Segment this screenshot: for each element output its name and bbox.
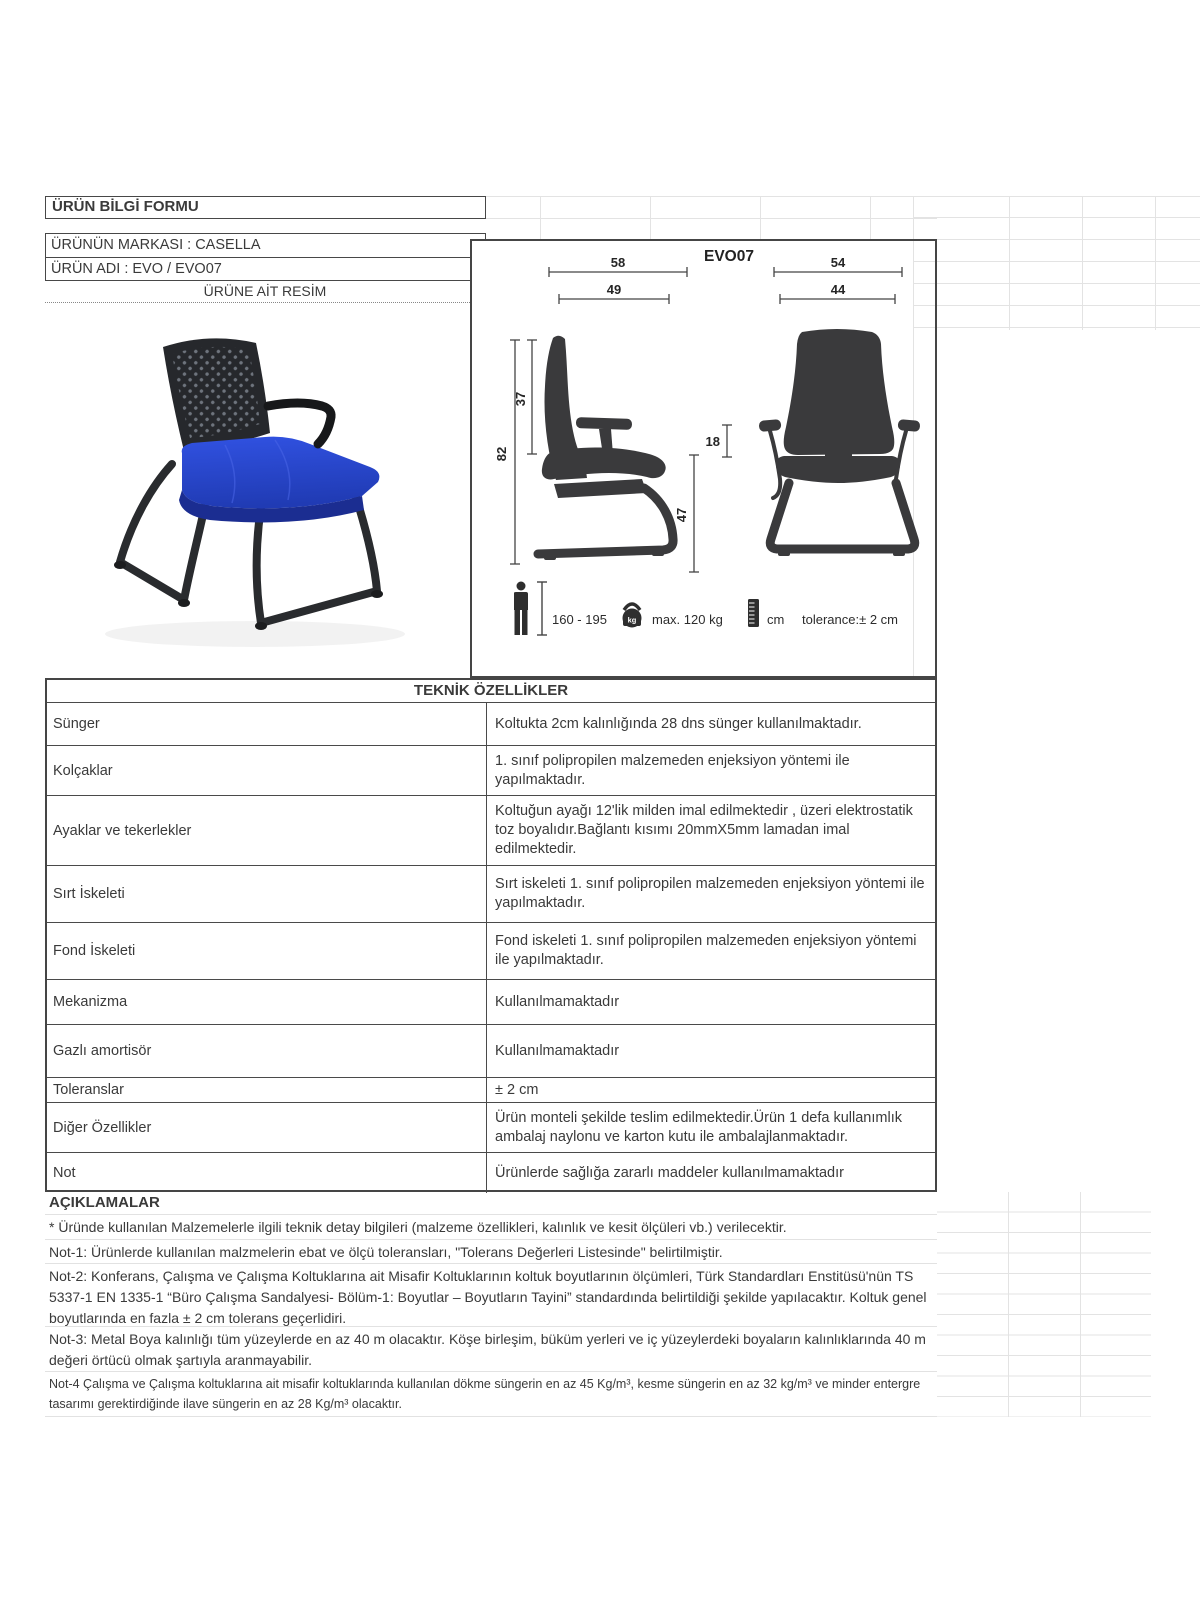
spec-label: Ayaklar ve tekerlekler bbox=[47, 796, 487, 865]
photo-shadow bbox=[105, 621, 405, 647]
grid-right-top bbox=[937, 196, 1200, 330]
ruler-icon bbox=[748, 599, 759, 627]
tolerance-label: tolerance:± 2 cm bbox=[802, 612, 899, 627]
note-item: Not-2: Konferans, Çalışma ve Çalışma Koltuklarına ait Misafir Koltuklarının koltuk boyutlarının ölçümleri, Türk Standardları Enstitüsü'nün TS 5337-1 EN 1335-1 “Büro Çalışma Sandalyesi- Bölüm-1: Boyutlar – Boyutların Tayini” standardında belirtildiği şekilde yapılacaktır. Koltuk genel boyutlarında en fazla ± 2 cm tolerans geçerlidiri. bbox=[45, 1264, 937, 1327]
dim-seat-height: 47 bbox=[674, 507, 689, 523]
table-row bbox=[47, 980, 935, 1025]
brand-row: ÜRÜNÜN MARKASI : CASELLA bbox=[46, 234, 485, 258]
gridline bbox=[760, 196, 761, 239]
specs-table bbox=[45, 678, 937, 1192]
spec-label: Kolçaklar bbox=[47, 746, 487, 795]
note-item: * Üründe kullanılan Malzemelerle ilgili teknik detay bilgileri (malzeme özellikleri, kalınlık ve kesit ölçüleri vb.) verilecektir. bbox=[45, 1215, 937, 1240]
table-row bbox=[47, 923, 935, 980]
spec-label: Toleranslar bbox=[47, 1078, 487, 1102]
backrest bbox=[163, 338, 270, 451]
table-row bbox=[47, 1103, 935, 1153]
table-row bbox=[47, 1025, 935, 1078]
notes-header: AÇIKLAMALAR bbox=[45, 1192, 937, 1215]
spec-label: Sırt İskeleti bbox=[47, 866, 487, 922]
spec-label: Fond İskeleti bbox=[47, 923, 487, 979]
dim-front-overall-width: 54 bbox=[830, 255, 846, 270]
notes-section bbox=[45, 1192, 937, 1417]
model-label: EVO07 bbox=[704, 248, 754, 265]
spec-value: Koltuğun ayağı 12'lik milden imal edilmektedir , üzeri elektrostatik toz boyalıdır.Bağlantı kısımı 20mmX5mm lamadan imal edilmektedir. bbox=[495, 803, 913, 857]
dim-overall-height: 82 bbox=[494, 446, 509, 462]
spec-value: Fond iskeleti 1. sınıf polipropilen malzemeden enjeksiyon yöntemi ile yapılmaktadır. bbox=[495, 933, 917, 968]
note-item: Not-1: Ürünlerde kullanılan malzmelerin ebat ve ölçü toleransları, "Tolerans Değerleri Listesinde" belirtilmiştir. bbox=[45, 1240, 937, 1264]
note-item: Not-4 Çalışma ve Çalışma koltuklarına ait misafir koltuklarında kullanılan dökme süngerin en az 45 Kg/m³, kesme süngerin en az 32 kg/m³ ve minder entergre tasarımı gerektirdiğinde ilave süngerin en az 28 Kg/m³ olacaktır. bbox=[45, 1372, 937, 1417]
unit-label: cm bbox=[767, 612, 785, 627]
grid-right-bottom bbox=[937, 1192, 1151, 1417]
product-id-box bbox=[45, 233, 486, 281]
kettlebell-kg-label: kg bbox=[627, 615, 637, 625]
dim-back-height: 37 bbox=[513, 391, 528, 407]
max-weight-label: max. 120 kg bbox=[652, 612, 723, 627]
spec-value: Kullanılmamaktadır bbox=[495, 1042, 620, 1059]
spec-value: 1. sınıf polipropilen malzemeden enjeksiyon yöntemi ile yapılmaktadır. bbox=[495, 752, 850, 788]
dim-arm-to-seat: 18 bbox=[705, 434, 720, 449]
form-title: ÜRÜN BİLGİ FORMU bbox=[45, 196, 486, 219]
user-height-label: 160 - 195 bbox=[552, 612, 607, 627]
table-row bbox=[47, 1078, 935, 1103]
dim-front-seat-width: 44 bbox=[830, 282, 846, 297]
product-photo bbox=[60, 302, 470, 662]
technical-drawing-box bbox=[470, 239, 937, 678]
spec-label: Sünger bbox=[47, 703, 487, 745]
table-row bbox=[47, 746, 935, 796]
spec-value: Koltukta 2cm kalınlığında 28 dns sünger kullanılmaktadır. bbox=[495, 715, 862, 732]
spec-value: Ürünlerde sağlığa zararlı maddeler kullanılmamaktadır bbox=[495, 1164, 844, 1181]
table-row bbox=[47, 1153, 935, 1193]
note-item: Not-3: Metal Boya kalınlığı tüm yüzeylerde en az 40 m olacaktır. Köşe birleşim, büküm yerleri ve iç yüzeylerdeki boyaların kalınlıklarında 40 m değeri örtücü olmak şartıyla aranmayabilir. bbox=[45, 1327, 937, 1372]
spec-label: Diğer Özellikler bbox=[47, 1103, 487, 1152]
gridline bbox=[650, 196, 651, 239]
spec-value: ± 2 cm bbox=[495, 1081, 539, 1098]
spec-label: Not bbox=[47, 1153, 487, 1193]
spec-value: Kullanılmamaktadır bbox=[495, 993, 620, 1010]
gridline bbox=[540, 196, 541, 239]
gridline bbox=[486, 196, 1200, 197]
specs-header: TEKNİK ÖZELLİKLER bbox=[47, 680, 935, 703]
spec-label: Mekanizma bbox=[47, 980, 487, 1024]
dim-side-overall-width: 58 bbox=[610, 255, 626, 270]
product-name-row: ÜRÜN ADI : EVO / EVO07 bbox=[51, 261, 222, 277]
table-row bbox=[47, 796, 935, 866]
seat-cushion bbox=[179, 437, 379, 523]
spec-label: Gazlı amortisör bbox=[47, 1025, 487, 1077]
table-row bbox=[47, 703, 935, 746]
image-caption: ÜRÜNE AİT RESİM bbox=[45, 281, 486, 303]
spec-value: Sırt iskeleti 1. sınıf polipropilen malzemeden enjeksiyon yöntemi ile yapılmaktadır. bbox=[495, 876, 925, 911]
gridline bbox=[870, 196, 871, 239]
leg-feet bbox=[114, 561, 383, 630]
table-row bbox=[47, 866, 935, 923]
spec-value: Ürün monteli şekilde teslim edilmektedir.Ürün 1 defa kullanımlık ambalaj naylonu ve karton kutu ile ambalajlanmaktadır. bbox=[495, 1109, 902, 1145]
technical-drawing bbox=[472, 241, 935, 676]
dim-side-seat-width: 49 bbox=[606, 282, 622, 297]
